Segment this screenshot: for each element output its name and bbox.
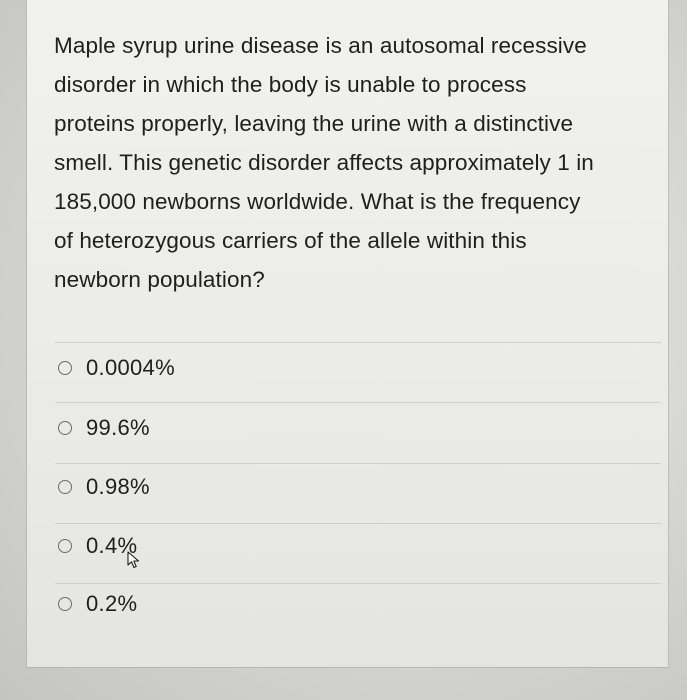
- answer-option-label: 0.98%: [86, 474, 150, 499]
- answer-option-1[interactable]: [55, 338, 661, 398]
- answer-option-label: 0.0004%: [86, 355, 175, 380]
- answer-option-2[interactable]: [55, 398, 661, 458]
- question-line-1: Maple syrup urine disease is an autosomal recessive: [54, 33, 587, 58]
- radio-button-icon[interactable]: [58, 597, 72, 611]
- question-card: [26, 0, 669, 668]
- answer-option-3[interactable]: [55, 457, 661, 517]
- question-line-4: smell. This genetic disorder affects approximately 1 in: [54, 150, 594, 175]
- question-line-6: of heterozygous carriers of the allele within this: [54, 228, 527, 253]
- radio-button-icon[interactable]: [58, 539, 72, 553]
- answer-option-4[interactable]: [55, 516, 661, 576]
- question-line-2: disorder in which the body is unable to process: [54, 72, 527, 97]
- radio-button-icon[interactable]: [58, 361, 72, 375]
- radio-button-icon[interactable]: [58, 480, 72, 494]
- question-line-7: newborn population?: [54, 267, 265, 292]
- question-line-5: 185,000 newborns worldwide. What is the frequency: [54, 189, 581, 214]
- answer-option-label: 0.4%: [86, 533, 138, 558]
- answer-option-5[interactable]: [55, 574, 661, 634]
- mouse-pointer-icon: [127, 551, 141, 569]
- answer-option-label: 0.2%: [86, 591, 138, 616]
- question-line-3: proteins properly, leaving the urine with a distinctive: [54, 111, 574, 136]
- radio-button-icon[interactable]: [58, 421, 72, 435]
- question-text: [54, 26, 654, 299]
- answer-option-label: 99.6%: [86, 415, 150, 440]
